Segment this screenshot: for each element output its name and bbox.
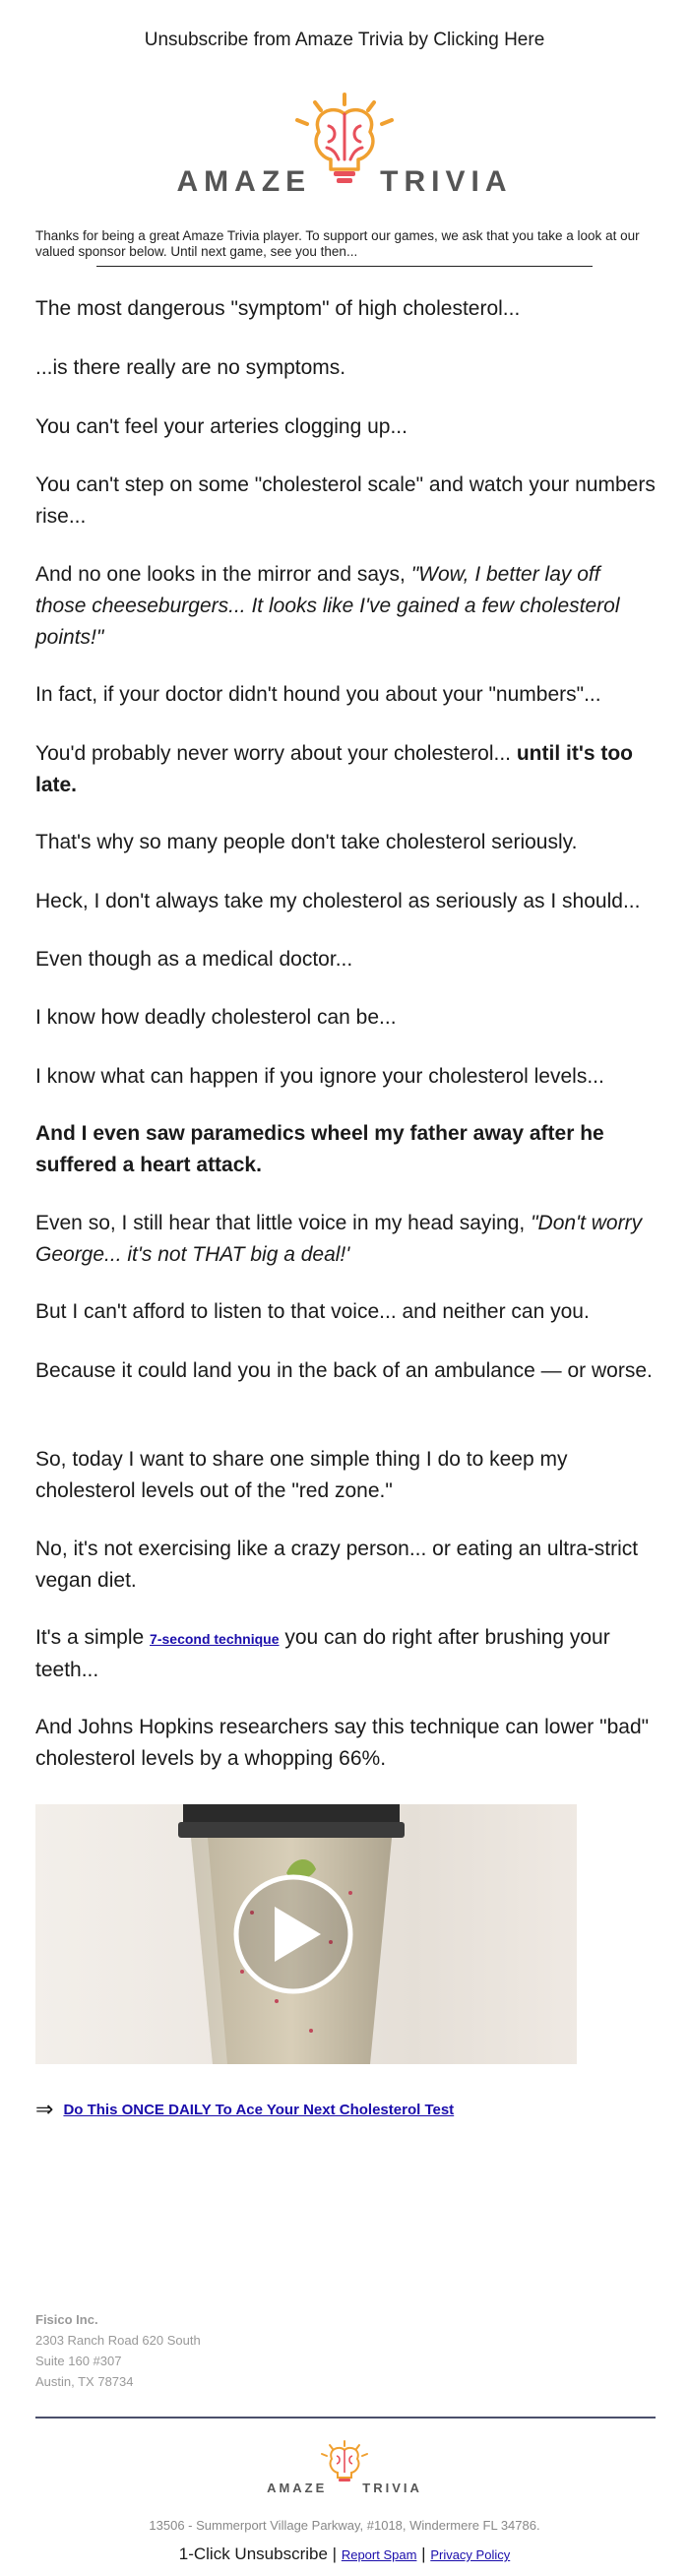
- sender-address: [35, 2309, 201, 2392]
- unsubscribe-top-link[interactable]: Unsubscribe from Amaze Trivia by Clicking Here: [144, 30, 545, 50]
- blender-video-thumbnail: [35, 1804, 577, 2064]
- footer-links: [0, 2545, 689, 2564]
- one-click-unsubscribe[interactable]: 1-Click Unsubscribe: [178, 2545, 328, 2563]
- body-paragraph: ...is there really are no symptoms.: [35, 356, 346, 379]
- address-line: Suite 160 #307: [35, 2354, 122, 2368]
- footer-wordmark: [0, 2481, 689, 2495]
- quote-span: "Wow, I better lay off those cheeseburgers... It looks like I've gained a few cholesterol points!": [35, 563, 620, 649]
- video-thumbnail[interactable]: [35, 1804, 577, 2064]
- address-line: Austin, TX 78734: [35, 2374, 134, 2389]
- body-paragraph: That's why so many people don't take cholesterol seriously.: [35, 831, 578, 853]
- body-paragraph: You can't step on some "cholesterol scale" and watch your numbers rise...: [35, 473, 656, 528]
- play-icon[interactable]: [236, 1877, 350, 1991]
- quote-span: "Don't worry George... it's not THAT big a deal!': [35, 1212, 643, 1266]
- report-spam-link[interactable]: Report Spam: [341, 2547, 417, 2562]
- body-paragraph: [35, 1118, 656, 1181]
- text-span: And no one looks in the mirror and says,: [35, 563, 411, 586]
- brand-name-left: AMAZE: [176, 165, 312, 198]
- body-paragraph: And Johns Hopkins researchers say this technique can lower "bad" cholesterol levels by a whopping 66%.: [35, 1716, 650, 1770]
- body-paragraph: [35, 559, 656, 654]
- body-paragraph: Heck, I don't always take my cholesterol as seriously as I should...: [35, 890, 641, 912]
- separator: |: [332, 2545, 338, 2563]
- company-name: Fisico Inc.: [35, 2312, 98, 2327]
- brand-name-right: TRIVIA: [380, 165, 513, 198]
- brand-name-left: AMAZE: [267, 2481, 328, 2495]
- cta-link[interactable]: Do This ONCE DAILY To Ace Your Next Cholesterol Test: [63, 2102, 455, 2118]
- body-paragraph: [35, 1208, 656, 1271]
- footer-address: 13506 - Summerport Village Parkway, #1018, Windermere FL 34786.: [149, 2518, 540, 2533]
- body-paragraph: In fact, if your doctor didn't hound you about your "numbers"...: [35, 683, 601, 706]
- text-span: It's a simple: [35, 1626, 151, 1649]
- body-paragraph: I know how deadly cholesterol can be...: [35, 1006, 397, 1029]
- footer-divider: [35, 2417, 656, 2419]
- text-span: you can do right after brushing your teeth...: [35, 1626, 610, 1681]
- arrow-icon: ⇒: [35, 2097, 54, 2121]
- body-paragraph: [35, 1622, 656, 1686]
- separator: |: [421, 2545, 426, 2563]
- body-paragraph: Because it could land you in the back of an ambulance — or worse.: [35, 1359, 653, 1382]
- bold-span: until it's too late.: [35, 742, 633, 796]
- body-paragraph: The most dangerous "symptom" of high cholesterol...: [35, 297, 521, 320]
- body-paragraph: No, it's not exercising like a crazy person... or eating an ultra-strict vegan diet.: [35, 1538, 639, 1592]
- divider: [96, 266, 593, 267]
- technique-link[interactable]: 7-second technique: [150, 1631, 280, 1647]
- body-paragraph: I know what can happen if you ignore your cholesterol levels...: [35, 1065, 604, 1088]
- text-span: Even so, I still hear that little voice in my head saying,: [35, 1212, 532, 1234]
- body-paragraph: So, today I want to share one simple thing I do to keep my cholesterol levels out of the "red zone.": [35, 1448, 568, 1502]
- cta-row: [35, 2097, 454, 2122]
- text-span: You'd probably never worry about your cholesterol...: [35, 742, 517, 765]
- sponsor-intro-text: Thanks for being a great Amaze Trivia player. To support our games, we ask that you take a look at our valued sponsor below. Until next game, see you then...: [35, 228, 640, 259]
- brand-wordmark: [0, 165, 689, 199]
- body-paragraph: But I can't afford to listen to that voice... and neither can you.: [35, 1300, 590, 1323]
- privacy-policy-link[interactable]: Privacy Policy: [430, 2547, 511, 2562]
- body-paragraph: You can't feel your arteries clogging up...: [35, 415, 407, 438]
- body-paragraph: Even though as a medical doctor...: [35, 948, 353, 971]
- brand-name-right: TRIVIA: [362, 2481, 422, 2495]
- body-paragraph: [35, 738, 656, 801]
- bold-span: And I even saw paramedics wheel my father away after he suffered a heart attack.: [35, 1122, 604, 1176]
- address-line: 2303 Ranch Road 620 South: [35, 2333, 201, 2348]
